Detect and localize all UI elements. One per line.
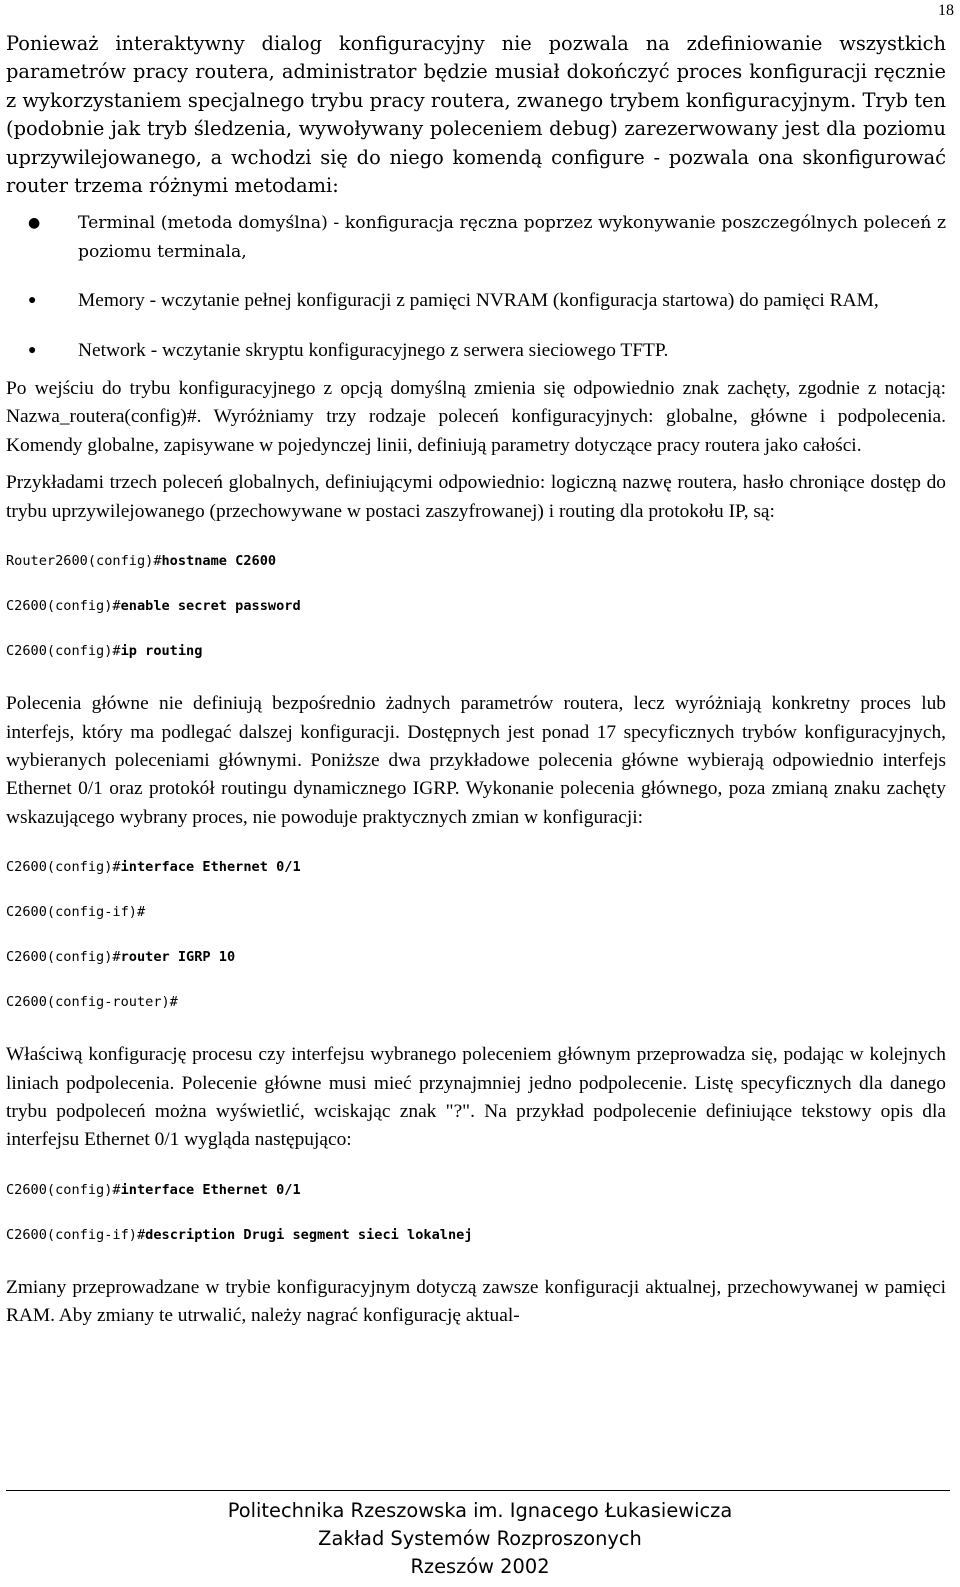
code-line <box>6 858 946 876</box>
code-prompt: C2600(config)# <box>6 598 121 615</box>
code-block-global <box>6 552 946 660</box>
paragraph-closing: Zmiany przeprowadzane w trybie konfiguracyjnym dotyczą zawsze konfiguracji aktualnej, przechowywanej w pamięci RAM. Aby zmiany te utrwalić, należy nagrać konfigurację aktual- <box>6 1276 946 1327</box>
code-prompt: C2600(config-if)# <box>6 1226 146 1243</box>
footer-department: Zakład Systemów Rozproszonych <box>318 1527 642 1550</box>
code-prompt: Router2600(config)# <box>6 553 162 570</box>
footer-university: Politechnika Rzeszowska im. Ignacego Łukasiewicza <box>227 1499 733 1522</box>
code-line <box>6 552 946 570</box>
code-line <box>6 993 946 1011</box>
page-number: 18 <box>938 2 954 19</box>
list-item <box>6 209 946 266</box>
paragraph-subcommands: Właściwą konfigurację procesu czy interfejsu wybranego poleceniem głównym przeprowadza się, podając w kolejnych liniach podpolecenia. Polecenie główne musi mieć przynajmniej jedno podpolecenie. Listę specyficznych dla danego trybu podpoleceń można wyświetlić, wciskając znak "?". Na przykład podpolecenie definiujące tekstowy opis dla interfejsu Ethernet 0/1 wygląda następująco: <box>6 1044 946 1151</box>
code-block-main <box>6 858 946 1011</box>
code-line <box>6 903 946 921</box>
paragraph-intro: Ponieważ interaktywny dialog konfiguracyjny nie pozwala na zdefiniowanie wszystkich parametrów pracy routera, administrator będzie musiał dokończyć proces konfiguracji ręcznie z wykorzystaniem specjalnego trybu pracy routera, zwanego trybem konfiguracyjnym. Tryb ten (podobnie jak tryb śledzenia, wywoływany poleceniem debug) zarezerwowany jest dla poziomu uprzywilejowanego, a wchodzi się do niego komendą configure - pozwala ona skonfigurować router trzema różnymi metodami: <box>6 32 946 198</box>
code-line <box>6 948 946 966</box>
code-prompt: C2600(config-router)# <box>6 994 178 1011</box>
list-item-text: Network - wczytanie skryptu konfiguracyjnego z serwera sieciowego TFTP. <box>78 339 669 361</box>
code-command: description Drugi segment sieci lokalnej <box>145 1226 473 1243</box>
code-line <box>6 642 946 660</box>
page-footer <box>0 1497 960 1581</box>
footer-divider <box>6 1490 950 1491</box>
code-prompt: C2600(config)# <box>6 643 121 660</box>
bullet-icon: ● <box>28 342 37 358</box>
paragraph-main-commands: Polecenia główne nie definiują bezpośrednio żadnych parametrów routera, lecz wyróżniają konkretny proces lub interfejs, który ma podlegać dalszej konfiguracji. Dostępnych jest ponad 17 specyficznych trybów konfiguracyjnych, wybieranych poleceniami głównymi. Poniższe dwa przykładowe polecenia główne wybierają odpowiednio interfejs Ethernet 0/1 oraz protokół routingu dynamicznego IGRP. Wykonanie polecenia głównego, poza zmianą znaku zachęty wskazującego wybrany proces, nie powoduje praktycznych zmian w konfiguracji: <box>6 693 946 828</box>
code-command: router IGRP 10 <box>120 949 236 966</box>
paragraph-prompt: Po wejściu do trybu konfiguracyjnego z opcją domyślną zmienia się odpowiednio znak zachęty, zgodnie z notacją: Nazwa_routera(config)#. Wyróżniamy trzy rodzaje poleceń konfiguracyjnych: globalne, główne i podpolecenia. Komendy globalne, zapisywane w pojedynczej linii, definiują parametry dotyczące pracy routera jako całości. <box>6 378 946 456</box>
footer-place-year: Rzeszów 2002 <box>410 1555 550 1578</box>
code-command: hostname C2600 <box>161 553 277 570</box>
list-item <box>6 287 946 315</box>
code-line <box>6 1226 946 1244</box>
code-command: enable secret password <box>120 598 301 615</box>
code-prompt: C2600(config-if)# <box>6 904 146 921</box>
list-item-text: Terminal (metoda domyślna) - konfiguracja ręczna poprzez wykonywanie poszczególnych poleceń z poziomu terminala, <box>78 213 946 262</box>
code-block-sub <box>6 1181 946 1244</box>
bullet-icon: ● <box>28 293 37 309</box>
code-line <box>6 597 946 615</box>
document-body <box>6 30 946 1340</box>
code-prompt: C2600(config)# <box>6 949 121 966</box>
code-command: ip routing <box>120 643 203 660</box>
code-command: interface Ethernet 0/1 <box>120 859 301 876</box>
code-prompt: C2600(config)# <box>6 859 121 876</box>
code-prompt: C2600(config)# <box>6 1181 121 1198</box>
bullet-icon: ● <box>28 215 41 232</box>
code-line <box>6 1181 946 1199</box>
paragraph-global-examples: Przykładami trzech poleceń globalnych, definiującymi odpowiednio: logiczną nazwę routera, hasło chroniące dostęp do trybu uprzywilejowanego (przechowywane w postaci zaszyfrowanej) i routing dla protokołu IP, są: <box>6 472 946 522</box>
list-item <box>6 337 946 365</box>
code-command: interface Ethernet 0/1 <box>120 1181 301 1198</box>
config-methods-list <box>6 209 946 365</box>
list-item-text: Memory - wczytanie pełnej konfiguracji z pamięci NVRAM (konfiguracja startowa) do pamięci RAM, <box>78 290 879 312</box>
